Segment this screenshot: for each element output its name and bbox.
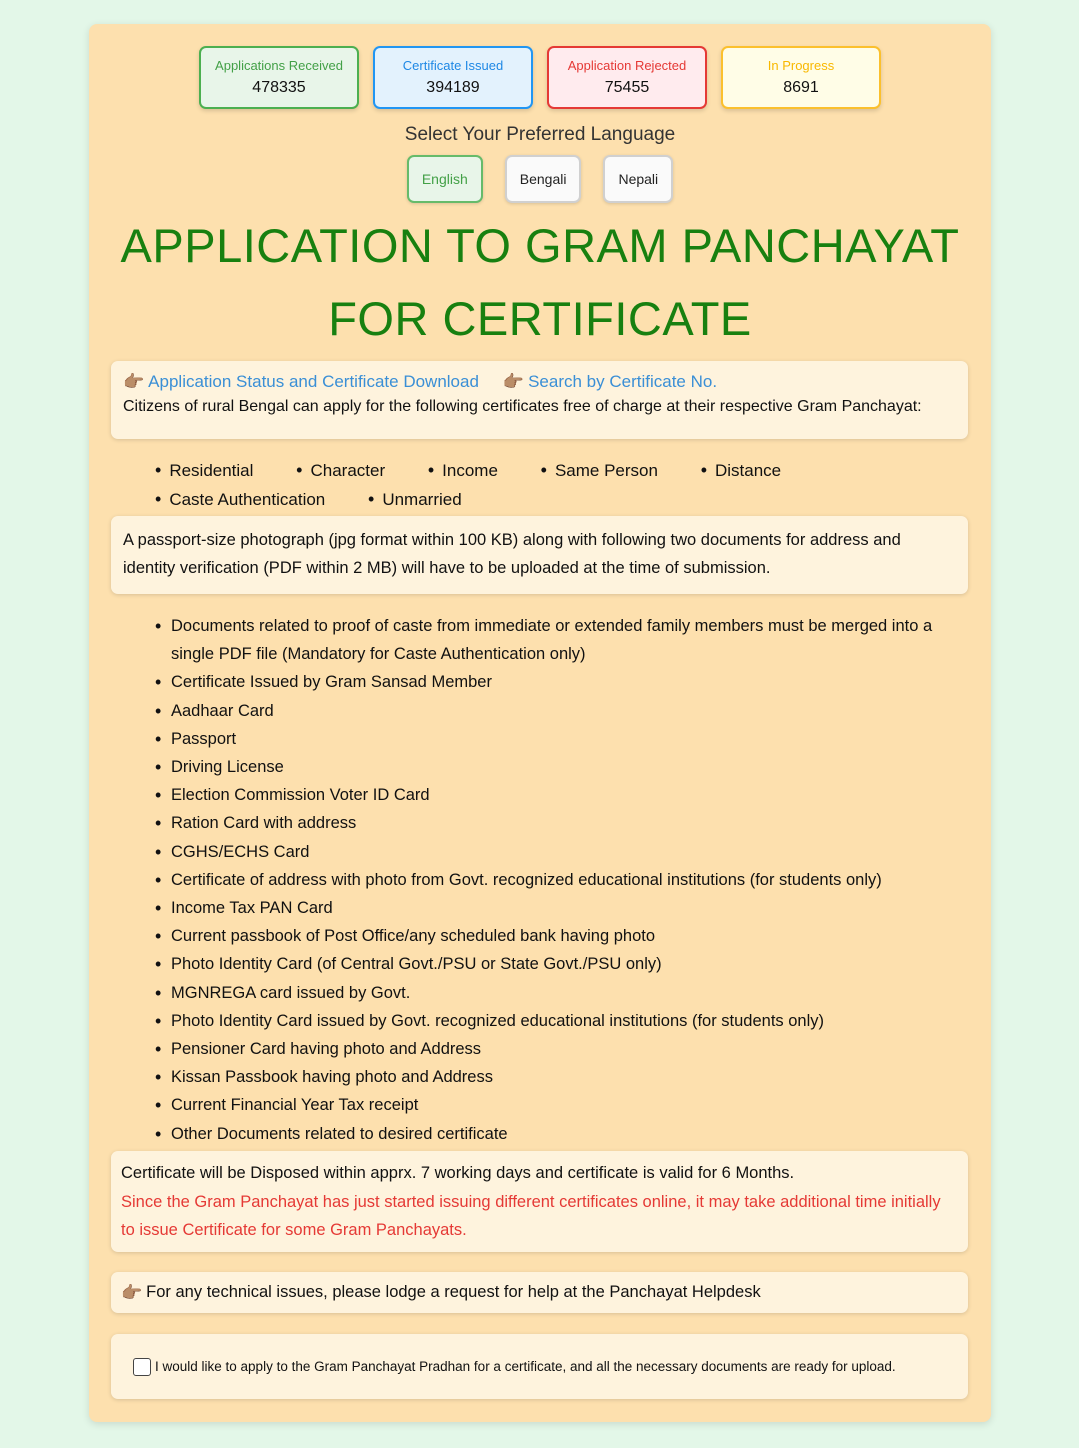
language-english-button[interactable]: English (407, 155, 483, 203)
consent-label[interactable]: I would like to apply to the Gram Panchayat Pradhan for a certificate, and all the necessary documents are ready for upload. (155, 1359, 896, 1374)
language-title: Select Your Preferred Language (404, 124, 676, 145)
list-item: • Character (296, 456, 385, 485)
list-item: • Aadhaar Card (171, 697, 971, 725)
list-item: • Certificate Issued by Gram Sansad Member (171, 668, 971, 696)
list-item: • Photo Identity Card issued by Govt. recognized educational institutions (for students only) (171, 1007, 971, 1035)
pointing-hand-icon: 👉🏽 (123, 372, 145, 391)
list-item: • Income Tax PAN Card (171, 894, 971, 922)
list-item: • Current Financial Year Tax receipt (171, 1091, 971, 1119)
pointing-hand-icon: 👉🏽 (121, 1282, 143, 1302)
page-title-line2: FOR CERTIFICATE (328, 292, 752, 345)
list-item: • Income (428, 456, 498, 485)
list-item: • Election Commission Voter ID Card (171, 781, 971, 809)
stat-label: Application Rejected (567, 58, 687, 73)
list-item: • Other Documents related to desired certificate (171, 1120, 971, 1148)
list-item: • Same Person (541, 456, 658, 485)
warning-note: Since the Gram Panchayat has just started issuing different certificates online, it may take additional time initially to issue Certificate for some Gram Panchayats. (121, 1192, 941, 1239)
stat-value: 394189 (426, 79, 480, 96)
language-nepali-button[interactable]: Nepali (603, 155, 673, 203)
upload-note-box (111, 516, 968, 594)
disposal-note: Certificate will be Disposed within apprx. 7 working days and certificate is valid for 6 Months. (121, 1164, 795, 1182)
pointing-hand-icon: 👉🏽 (502, 372, 525, 391)
main-card (89, 24, 991, 1422)
language-bengali-button[interactable]: Bengali (505, 155, 582, 203)
page-title-line1: APPLICATION TO GRAM PANCHAYAT (120, 219, 960, 272)
list-item: • Kissan Passbook having photo and Address (171, 1063, 971, 1091)
stat-label: In Progress (767, 58, 835, 73)
upload-note-text: A passport-size photograph (jpg format within 100 KB) along with following two documents for address and identity verification (PDF within 2 MB) will have to be uploaded at the time of submission. (123, 531, 901, 577)
quick-links (123, 372, 956, 392)
status-download-link[interactable]: Application Status and Certificate Download (148, 372, 479, 391)
stat-value: 478335 (252, 79, 306, 96)
stat-value: 75455 (604, 79, 650, 96)
stat-label: Certificate Issued (402, 58, 504, 73)
stat-value: 8691 (783, 79, 819, 96)
consent-checkbox[interactable] (133, 1358, 151, 1376)
stat-applications-received (199, 46, 359, 109)
list-item: • Unmarried (368, 485, 462, 514)
list-item: • Passport (171, 725, 971, 753)
list-item: • Documents related to proof of caste from immediate or extended family members must be merged into a single PDF file (Mandatory for Caste Authentication only) (171, 612, 971, 668)
helpdesk-note: For any technical issues, please lodge a request for help at the Panchayat Helpdesk (146, 1283, 761, 1301)
list-item: • Current passbook of Post Office/any scheduled bank having photo (171, 922, 971, 950)
stats-row (89, 46, 991, 109)
language-selector (89, 155, 991, 203)
stat-label: Applications Received (215, 58, 343, 73)
stat-in-progress (721, 46, 881, 109)
status-link-wrap[interactable] (123, 372, 479, 392)
page-title (89, 209, 991, 355)
list-item: • Residential (155, 456, 253, 485)
intro-box (111, 361, 968, 439)
documents-list (171, 612, 971, 1148)
consent-box (111, 1334, 968, 1399)
certificate-types-list (155, 456, 915, 514)
list-item: • Certificate of address with photo from Govt. recognized educational institutions (for students only) (171, 866, 971, 894)
list-item: • CGHS/ECHS Card (171, 838, 971, 866)
list-item: • Photo Identity Card (of Central Govt./PSU or State Govt./PSU only) (171, 950, 971, 978)
intro-text: Citizens of rural Bengal can apply for the following certificates free of charge at their respective Gram Panchayat: (123, 398, 922, 415)
disposal-note-box (111, 1151, 968, 1252)
list-item: • Ration Card with address (171, 809, 971, 837)
list-item: • MGNREGA card issued by Govt. (171, 979, 971, 1007)
helpdesk-box[interactable] (111, 1272, 968, 1313)
list-item: • Driving License (171, 753, 971, 781)
search-link-wrap[interactable] (503, 372, 717, 392)
list-item: • Pensioner Card having photo and Address (171, 1035, 971, 1063)
stat-application-rejected (547, 46, 707, 109)
search-certificate-link[interactable]: Search by Certificate No. (528, 372, 718, 391)
list-item: • Distance (701, 456, 781, 485)
stat-certificate-issued (373, 46, 533, 109)
list-item: • Caste Authentication (155, 485, 325, 514)
